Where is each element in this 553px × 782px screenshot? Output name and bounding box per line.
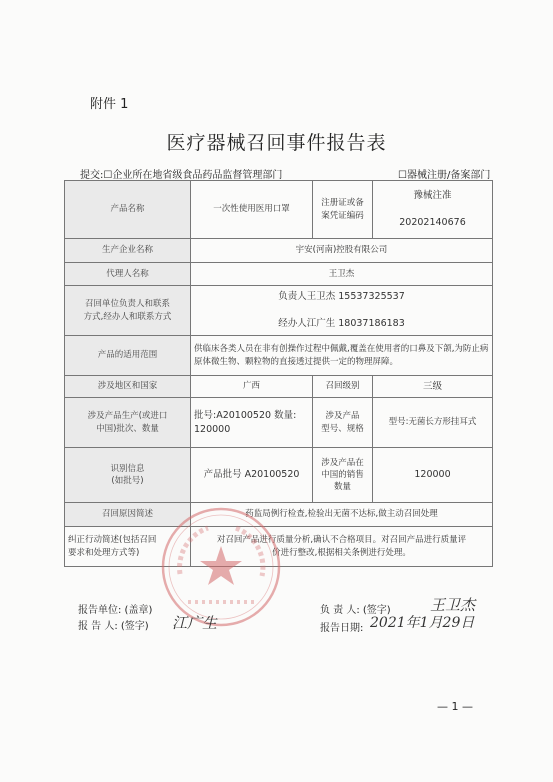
agent-value: 王卫杰 bbox=[191, 263, 493, 286]
reason-label: 召回原因简述 bbox=[65, 503, 191, 527]
region-value: 广西 bbox=[191, 376, 313, 398]
id-info-value: 产品批号 A20100520 bbox=[191, 448, 313, 503]
sales-label-line3: 数量 bbox=[333, 482, 351, 493]
scope-label: 产品的适用范围 bbox=[65, 336, 191, 376]
submit-to-provincial: 提交:☐企业所在地省级食品药品监督管理部门 bbox=[80, 170, 283, 181]
page-number: — 1 — bbox=[437, 700, 473, 713]
sales-label bbox=[313, 448, 373, 503]
contact-label-line2: 方式,经办人和联系方式 bbox=[83, 311, 172, 322]
action-value-line2: 价进行整改,根据相关条例进行处理。 bbox=[272, 547, 411, 558]
action-label-line1: 纠正行动简述(包括召回 bbox=[68, 535, 157, 546]
level-value: 三级 bbox=[373, 376, 493, 398]
reporter-label: 报 告 人: (签字) bbox=[78, 621, 149, 632]
id-info-label bbox=[65, 448, 191, 503]
model-label-line2: 型号、规格 bbox=[321, 423, 364, 434]
level-label: 召回级别 bbox=[313, 376, 373, 398]
batch-value-line2: 120000 bbox=[194, 423, 231, 435]
table-row bbox=[65, 286, 493, 336]
id-info-label-line1: 识别信息 bbox=[110, 463, 145, 474]
contact-value-line1: 负责人王卫杰 15537325537 bbox=[278, 290, 405, 302]
submit-to-registration: ☐器械注册/备案部门 bbox=[398, 170, 491, 181]
manufacturer-value: 宇安(河南)控股有限公司 bbox=[191, 239, 493, 263]
responsible-signature: 王卫杰 bbox=[430, 596, 476, 614]
scope-value: 供临床各类人员在非有创操作过程中佩戴,覆盖在使用者的口鼻及下颌,为防止病原体微生物、颗粒物的直接透过提供一定的物理屏障。 bbox=[191, 336, 493, 376]
reg-no-value-line2: 20202140676 bbox=[399, 217, 466, 229]
contact-label bbox=[65, 286, 191, 336]
model-label-line1: 涉及产品 bbox=[325, 411, 360, 422]
batch-label bbox=[65, 398, 191, 448]
table-row bbox=[65, 181, 493, 239]
reporter-signature: 江广生 bbox=[172, 614, 218, 632]
sales-label-line1: 涉及产品在 bbox=[321, 457, 364, 468]
responsible-label: 负 责 人: (签字) bbox=[320, 605, 391, 616]
table-row bbox=[65, 448, 493, 503]
reg-no-label-line1: 注册证或备 bbox=[321, 198, 364, 209]
model-label bbox=[313, 398, 373, 448]
action-label-line2: 要求和处理方式等) bbox=[68, 547, 140, 558]
report-unit-label: 报告单位: (盖章) bbox=[78, 605, 153, 616]
batch-label-line2: 中国)批次、数量 bbox=[96, 423, 159, 434]
table-row bbox=[65, 336, 493, 376]
table-row bbox=[65, 239, 493, 263]
manufacturer-label: 生产企业名称 bbox=[65, 239, 191, 263]
sales-label-line2: 中国的销售 bbox=[321, 469, 364, 480]
reason-value: 药监局例行检查,检验出无菌不达标,做主动召回处理 bbox=[191, 503, 493, 527]
reg-no-label-line2: 案凭证编码 bbox=[321, 210, 364, 221]
batch-value bbox=[191, 398, 313, 448]
report-date-label: 报告日期: bbox=[320, 623, 364, 634]
table-row bbox=[65, 398, 493, 448]
table-row bbox=[65, 263, 493, 286]
contact-value bbox=[191, 286, 493, 336]
page-title: 医疗器械召回事件报告表 bbox=[166, 132, 387, 154]
sales-value: 120000 bbox=[373, 448, 493, 503]
model-value: 型号:无菌长方形挂耳式 bbox=[373, 398, 493, 448]
region-label: 涉及地区和国家 bbox=[65, 376, 191, 398]
reg-no-value-line1: 豫械注准 bbox=[413, 189, 452, 201]
agent-label: 代理人名称 bbox=[65, 263, 191, 286]
product-name-label: 产品名称 bbox=[65, 181, 191, 239]
batch-value-line1: 批号:A20100520 数量: bbox=[194, 409, 297, 421]
contact-value-line2: 经办人江广生 18037186183 bbox=[278, 318, 405, 330]
reg-no-label bbox=[313, 181, 373, 239]
report-date-value: 2021年1月29日 bbox=[370, 615, 475, 631]
reg-no-value bbox=[373, 181, 493, 239]
product-name-value: 一次性使用医用口罩 bbox=[191, 181, 313, 239]
batch-label-line1: 涉及产品生产(或进口 bbox=[87, 411, 168, 422]
attachment-label: 附件 1 bbox=[90, 97, 129, 112]
contact-label-line1: 召回单位负责人和联系 bbox=[84, 299, 170, 310]
id-info-label-line2: (如批号) bbox=[111, 476, 144, 486]
table-row bbox=[65, 376, 493, 398]
action-value-line1: 对召回产品进行质量分析,确认不合格项目。对召回产品进行质量评 bbox=[216, 535, 467, 546]
